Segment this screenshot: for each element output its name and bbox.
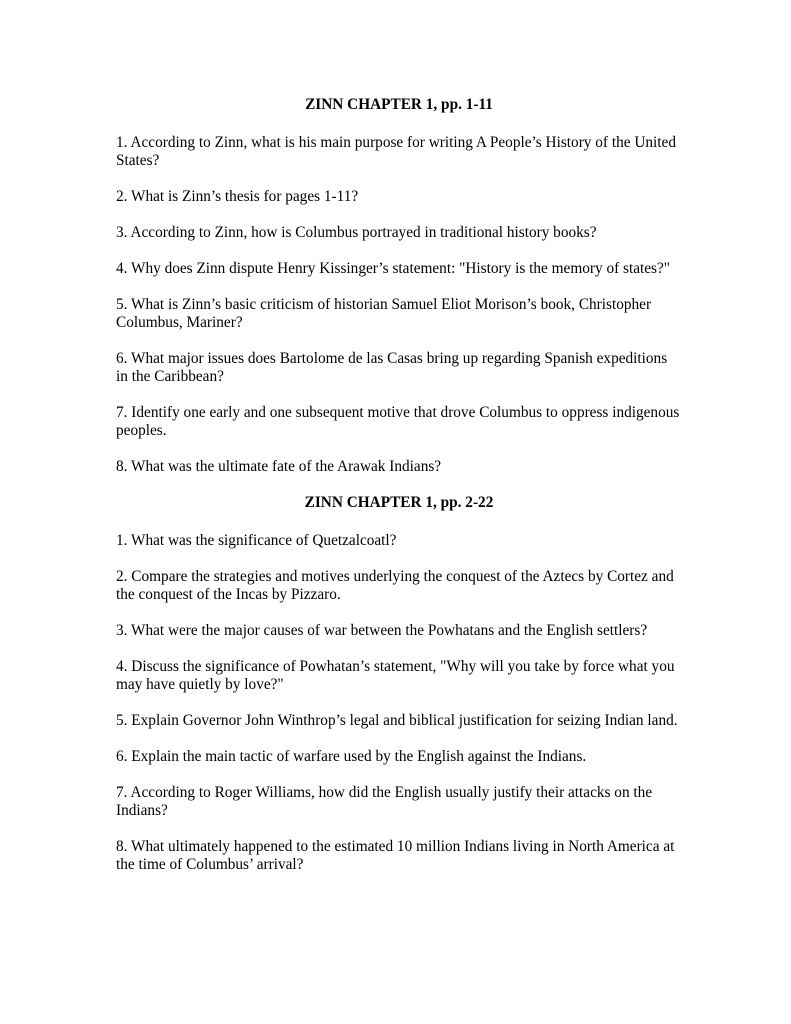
question-item: 8. What was the ultimate fate of the Arawak Indians? xyxy=(116,458,442,475)
question-item: 6. Explain the main tactic of warfare used by the English against the Indians. xyxy=(116,748,587,765)
question-item: 3. What were the major causes of war between the Powhatans and the English settlers? xyxy=(116,622,648,639)
question-item: 2. Compare the strategies and motives underlying the conquest of the Aztecs by Cortez and the conquest of the Incas by Pizzaro. xyxy=(116,568,674,603)
question-item: 7. Identify one early and one subsequent motive that drove Columbus to oppress indigenous peoples. xyxy=(116,404,680,439)
section-heading: ZINN CHAPTER 1, pp. 1-11 xyxy=(305,96,493,113)
question-item: 6. What major issues does Bartolome de las Casas bring up regarding Spanish expeditions in the Caribbean? xyxy=(116,350,668,385)
question-item: 1. What was the significance of Quetzalcoatl? xyxy=(116,532,397,549)
question-item: 5. What is Zinn’s basic criticism of historian Samuel Eliot Morison’s book, Christopher Columbus, Mariner? xyxy=(116,296,652,331)
section-chapter-1-pp-1-11 xyxy=(116,88,682,476)
document-page xyxy=(116,88,682,874)
question-item: 4. Discuss the significance of Powhatan’s statement, "Why will you take by force what you may have quietly by love?" xyxy=(116,658,675,693)
section-chapter-1-pp-2-22 xyxy=(116,494,682,874)
question-list xyxy=(116,134,682,476)
section-heading: ZINN CHAPTER 1, pp. 2-22 xyxy=(304,494,494,511)
question-item: 3. According to Zinn, how is Columbus portrayed in traditional history books? xyxy=(116,224,597,241)
question-item: 7. According to Roger Williams, how did the English usually justify their attacks on the Indians? xyxy=(116,784,653,819)
question-item: 8. What ultimately happened to the estimated 10 million Indians living in North America at the time of Columbus’ arrival? xyxy=(116,838,675,873)
question-item: 2. What is Zinn’s thesis for pages 1-11? xyxy=(116,188,359,205)
question-item: 1. According to Zinn, what is his main purpose for writing A People’s History of the United States? xyxy=(116,134,676,169)
question-item: 4. Why does Zinn dispute Henry Kissinger’s statement: "History is the memory of states?" xyxy=(116,260,671,277)
question-list xyxy=(116,532,682,874)
question-item: 5. Explain Governor John Winthrop’s legal and biblical justification for seizing Indian land. xyxy=(116,712,678,729)
